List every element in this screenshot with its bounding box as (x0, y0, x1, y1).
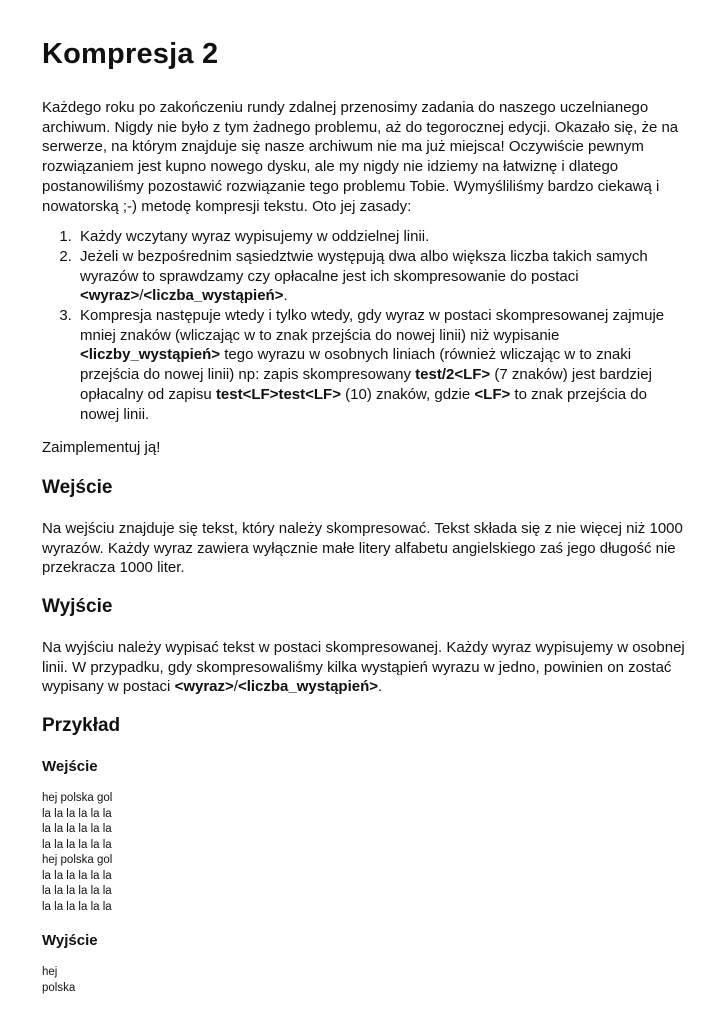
example-output-block (42, 965, 690, 996)
rule-2-text: Jeżeli w bezpośrednim sąsiedztwie występują dwa albo większa liczba takich samych wyrazów to sprawdzamy czy opłacalne jest ich skompresowanie do postaci (80, 247, 648, 285)
example-input-line: la la la la la la (42, 838, 112, 851)
rule-item-3 (76, 306, 690, 424)
rule-2-count-token: <liczba_wystąpień> (143, 287, 284, 305)
rule-item-2 (76, 247, 690, 306)
example-input-line: hej polska gol (42, 854, 113, 867)
rule-3-compressed-example: test/2<LF> (415, 366, 491, 384)
example-input-line: la la la la la la (42, 900, 112, 913)
rules-list (42, 227, 690, 424)
rule-1-text: Każdy wczytany wyraz wypisujemy w oddzielnej linii. (80, 228, 430, 246)
output-description (42, 638, 690, 697)
rule-3-lf-token: <LF> (474, 385, 511, 403)
page-title: Kompresja 2 (42, 38, 219, 70)
rule-2-word-token: <wyraz> (80, 287, 140, 305)
output-text: Na wyjściu należy wypisać tekst w postaci skompresowanej. Każdy wyraz wypisujemy w osobnej linii. W przypadku, gdy skompresowaliśmy kilka wystąpień wyrazu w jedno, powinien on zostać wypisany w postaci (42, 639, 685, 696)
example-input-line: hej polska gol (42, 792, 113, 805)
rule-3-count-token: <liczby_wystąpień> (80, 346, 221, 364)
input-heading: Wejście (42, 476, 113, 498)
rule-3-text-a: Kompresja następuje wtedy i tylko wtedy, gdy wyraz w postaci skompresowanej zajmuje mniej znaków (wliczając w to znak przejścia do nowej linii) niż wypisanie (80, 307, 665, 344)
example-input-line: la la la la la la (42, 869, 112, 882)
example-input-block (42, 791, 690, 915)
example-input-line: la la la la la la (42, 885, 112, 898)
output-slash: / (233, 678, 238, 696)
rule-3-uncompressed-example: test<LF>test<LF> (215, 385, 341, 403)
example-output-heading: Wyjście (42, 932, 98, 950)
output-word-token: <wyraz> (174, 678, 234, 696)
example-output-line: polska (42, 981, 76, 994)
closing-text: Zaimplementuj ją! (42, 439, 161, 457)
rule-3-text-c: (7 znaków) jest bardziej opłacalny od zapisu (80, 366, 652, 403)
example-output-line: hej (42, 966, 58, 979)
output-heading: Wyjście (42, 596, 113, 618)
rule-3-text-b: tego wyrazu w osobnych liniach (również wliczając w to znaki przejścia do nowej linii) np: zapis skompresowany (80, 346, 632, 384)
example-input-line: la la la la la la (42, 807, 112, 820)
example-input-heading: Wejście (42, 758, 98, 776)
example-input-line: la la la la la la (42, 823, 112, 836)
rule-2-slash: / (139, 287, 144, 305)
intro-paragraph: Każdego roku po zakończeniu rundy zdalnej przenosimy zadania do naszego uczelnianego archiwum. Nigdy nie było z tym żadnego problemu, aż do tegorocznej edycji. Okazało się, że na serwerze, na którym znajduje się nasze archiwum nie ma już miejsca! Oczywiście pewnym rozwiązaniem jest kupno nowego dysku, ale my nigdy nie idziemy na łatwiznę i dlatego postanowiliśmy pozostawić rozwiązanie tego problemu Tobie. Wymyśliliśmy bardzo ciekawą i nowatorską ;-) metodę kompresji tekstu. Oto jej zasady: (42, 99, 679, 215)
input-description: Na wejściu znajduje się tekst, który należy skompresować. Tekst składa się z nie więcej niż 1000 wyrazów. Każdy wyraz zawiera wyłącznie małe litery alfabetu angielskiego zaś jego długość nie przekracza 1000 liter. (42, 519, 683, 577)
output-count-token: <liczba_wystąpień> (237, 678, 379, 696)
document-page (42, 30, 690, 1012)
rule-item-1 (76, 227, 690, 247)
rule-3-text-e: to znak przejścia do nowej linii. (80, 385, 647, 423)
rule-3-text-d: (10) znaków, gdzie (340, 385, 475, 403)
rule-2-end: . (283, 287, 288, 305)
example-heading: Przykład (42, 715, 121, 737)
output-end: . (378, 678, 383, 696)
